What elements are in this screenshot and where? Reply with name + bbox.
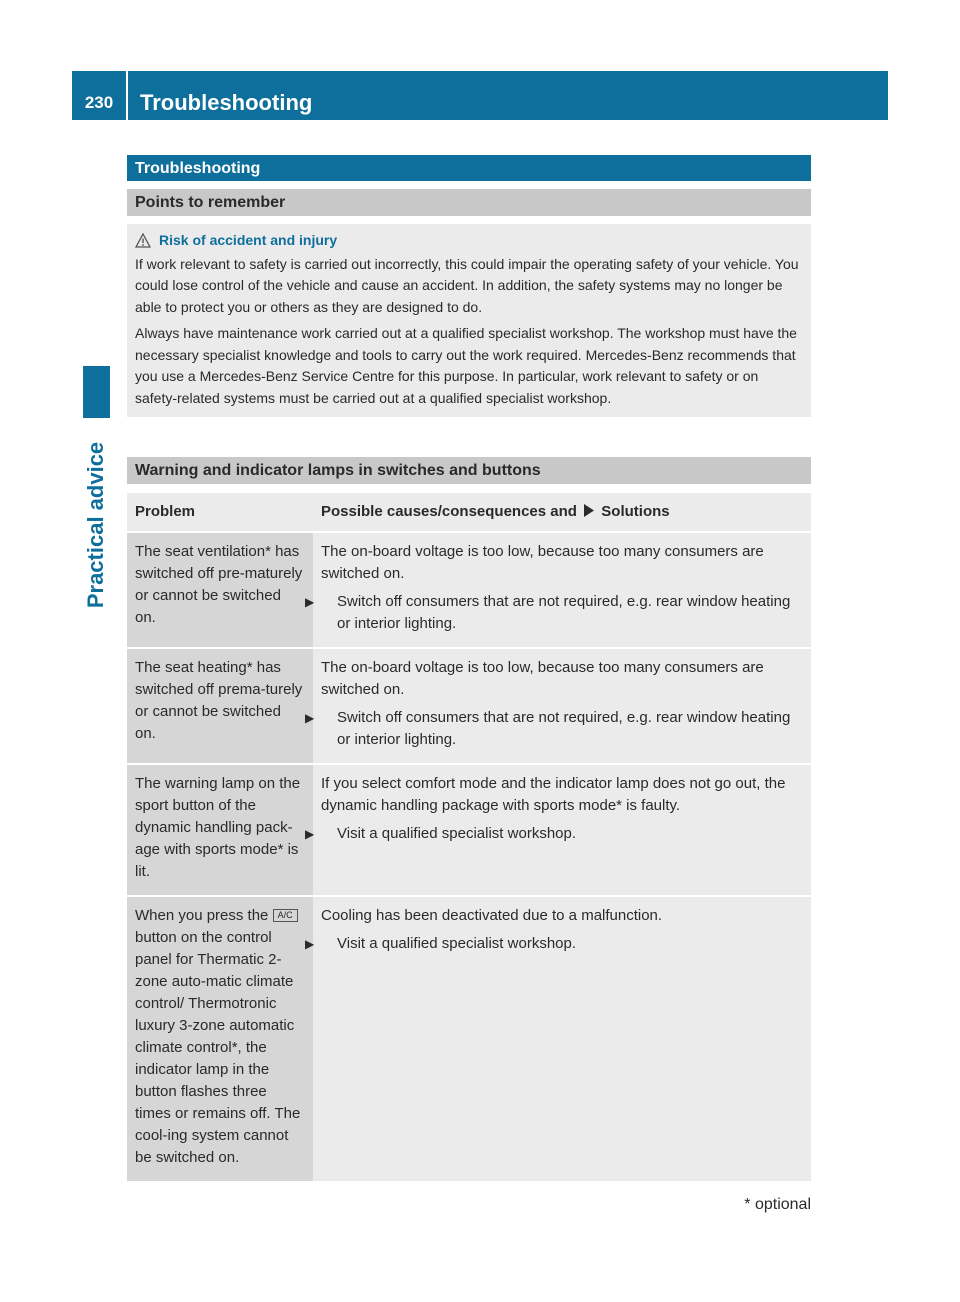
action-text: Switch off consumers that are not required, e.g. rear window heating or interior lighting. [337, 593, 791, 632]
side-chapter-label: Practical advice [83, 441, 108, 609]
page-header [72, 71, 888, 120]
warning-heading [135, 230, 803, 252]
side-tab-marker [83, 366, 110, 418]
action-text: Visit a qualified specialist workshop. [337, 825, 577, 842]
problem-cell: The seat ventilation* has switched off pre-maturely or cannot be switched on. [127, 532, 313, 648]
action-item [305, 591, 803, 635]
ac-button-symbol: A/C [273, 909, 298, 922]
cause-text: If you select comfort mode and the indicator lamp does not go out, the dynamic handling package with sports mode* is faulty. [321, 775, 786, 814]
table-row [127, 532, 811, 648]
warning-triangle-icon [135, 233, 151, 248]
action-item [305, 933, 803, 955]
arrow-right-icon [583, 504, 595, 517]
problem-text: button on the control panel for Thermatic 2-zone auto-matic climate control/ Thermotronic luxury 3-zone automatic climate control*, the indicator lamp in the button flashes three times or remains off. The cool-ing system cannot be switched on. [135, 929, 301, 1166]
action-text: Visit a qualified specialist workshop. [337, 935, 577, 952]
solution-cell [305, 648, 811, 764]
problem-cell: The seat heating* has switched off prema-turely or cannot be switched on. [127, 648, 313, 764]
solution-cell [305, 764, 811, 896]
table-header-row [127, 493, 811, 532]
cause-text: The on-board voltage is too low, because too many consumers are switched on. [321, 543, 764, 582]
solution-cell [305, 896, 811, 1182]
action-text: Switch off consumers that are not required, e.g. rear window heating or interior lighting. [337, 709, 791, 748]
table-row [127, 648, 811, 764]
subsection-points-title: Points to remember [127, 189, 811, 216]
warning-box [127, 224, 811, 417]
table-row [127, 764, 811, 896]
lamps-table [127, 493, 811, 1183]
solution-cell [305, 532, 811, 648]
arrow-right-icon: ▶ [305, 711, 315, 725]
problem-text: When you press the [135, 907, 269, 924]
table-row [127, 896, 811, 1182]
action-item [305, 707, 803, 751]
cause-text: The on-board voltage is too low, because too many consumers are switched on. [321, 659, 764, 698]
warning-title: Risk of accident and injury [159, 232, 338, 248]
arrow-right-icon: ▶ [305, 595, 315, 609]
column-header-problem: Problem [127, 493, 313, 532]
problem-cell [127, 896, 313, 1182]
column-header-solutions-text: Solutions [601, 503, 670, 520]
page-content [127, 155, 811, 1183]
page-header-title: Troubleshooting [140, 90, 313, 115]
arrow-right-icon: ▶ [305, 937, 315, 951]
warning-paragraph: If work relevant to safety is carried out incorrectly, this could impair the operating safety of your vehicle. You could lose control of the vehicle and cause an accident. In addition, the safety systems may no longer be able to protect you or others as they are designed to do. [135, 255, 799, 315]
column-header-causes [313, 493, 811, 532]
cause-text: Cooling has been deactivated due to a malfunction. [321, 907, 663, 924]
problem-cell: The warning lamp on the sport button of the dynamic handling pack-age with sports mode* is lit. [127, 764, 313, 896]
page-number: 230 [72, 71, 128, 120]
subsection-lamps-title: Warning and indicator lamps in switches and buttons [127, 457, 811, 484]
section-title: Troubleshooting [127, 155, 811, 181]
footnote-optional: * optional [744, 1196, 811, 1213]
warning-paragraph: Always have maintenance work carried out at a qualified specialist workshop. The workshop must have the necessary specialist knowledge and tools to carry out the work required. Mercedes-Benz recommends that you use a Mercedes-Benz Service Centre for this purpose. In particular, work relevant to safety or on safety-related systems must be carried out at a qualified specialist workshop. [135, 325, 797, 406]
arrow-right-icon: ▶ [305, 827, 315, 841]
column-header-causes-text: Possible causes/consequences and [321, 503, 577, 520]
action-item [305, 823, 803, 845]
